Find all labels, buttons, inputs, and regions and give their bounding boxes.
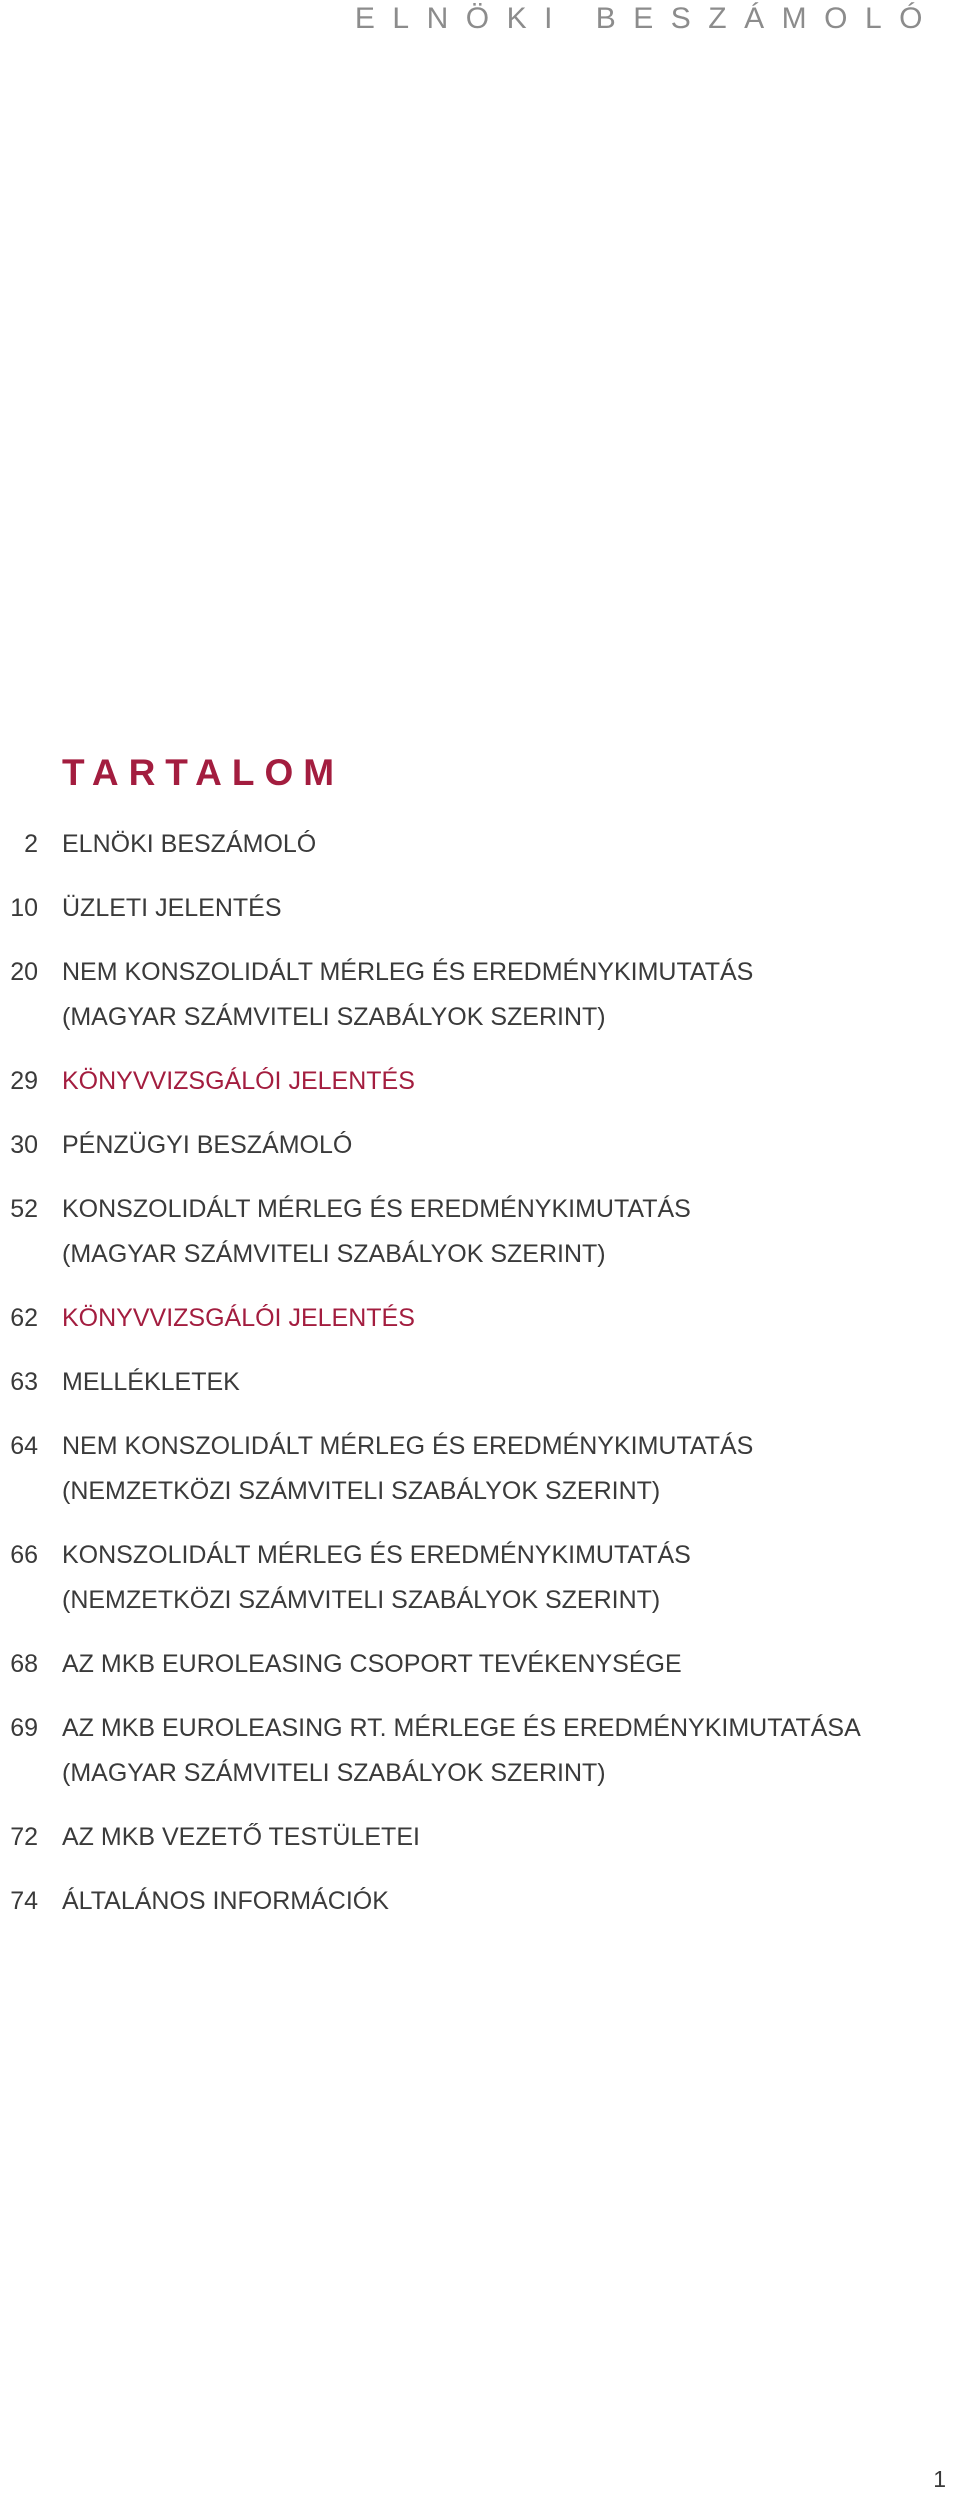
page-number: 1 bbox=[933, 2466, 946, 2492]
toc-entry-line: KONSZOLIDÁLT MÉRLEG ÉS EREDMÉNYKIMUTATÁS bbox=[62, 1541, 691, 1569]
running-header: ELNÖKI BESZÁMOLÓ bbox=[354, 2, 940, 35]
toc-entry-title bbox=[62, 886, 282, 931]
toc-title: TARTALOM bbox=[62, 752, 345, 793]
toc-page-number: 29 bbox=[10, 1067, 38, 1095]
toc-entry[interactable] bbox=[0, 1642, 960, 1687]
toc-entry[interactable] bbox=[0, 1879, 960, 1924]
toc-entry-line: AZ MKB VEZETŐ TESTÜLETEI bbox=[62, 1823, 420, 1851]
toc-entry-title bbox=[62, 822, 316, 867]
toc-entry-line: MELLÉKLETEK bbox=[62, 1368, 240, 1396]
toc-page-number: 72 bbox=[10, 1823, 38, 1851]
toc-entry-title bbox=[62, 1533, 691, 1623]
toc-entry-title bbox=[62, 1815, 420, 1860]
toc-page-number: 64 bbox=[10, 1432, 38, 1460]
toc-entry-title bbox=[62, 1706, 861, 1796]
toc-entry-line: ELNÖKI BESZÁMOLÓ bbox=[62, 830, 317, 858]
toc-entry[interactable] bbox=[0, 822, 960, 867]
toc-entry-line: (MAGYAR SZÁMVITELI SZABÁLYOK SZERINT) bbox=[62, 1759, 606, 1787]
toc-entry[interactable] bbox=[0, 1187, 960, 1277]
toc-entry-line: (MAGYAR SZÁMVITELI SZABÁLYOK SZERINT) bbox=[62, 1003, 606, 1031]
toc-entry-line: NEM KONSZOLIDÁLT MÉRLEG ÉS EREDMÉNYKIMUTATÁS bbox=[62, 1432, 754, 1460]
toc-entry[interactable] bbox=[0, 1296, 960, 1341]
toc-entry-title bbox=[62, 1296, 415, 1341]
toc-page-number: 63 bbox=[10, 1368, 38, 1396]
toc-page-number: 2 bbox=[24, 830, 38, 858]
toc-entry-line: (NEMZETKÖZI SZÁMVITELI SZABÁLYOK SZERINT) bbox=[62, 1586, 661, 1614]
toc-entry-title bbox=[62, 950, 753, 1040]
toc-page-number: 30 bbox=[10, 1131, 38, 1159]
toc-page-number: 68 bbox=[10, 1650, 38, 1678]
toc-entry[interactable] bbox=[0, 1424, 960, 1514]
toc-entry[interactable] bbox=[0, 886, 960, 931]
toc-page-number: 74 bbox=[10, 1887, 38, 1915]
toc-entry-line: KÖNYVVIZSGÁLÓI JELENTÉS bbox=[62, 1067, 415, 1095]
toc-entry-title bbox=[62, 1059, 415, 1104]
toc-entry[interactable] bbox=[0, 1815, 960, 1860]
toc-page-number: 52 bbox=[10, 1195, 38, 1223]
toc-entry-line: (NEMZETKÖZI SZÁMVITELI SZABÁLYOK SZERINT) bbox=[62, 1477, 661, 1505]
toc-entry[interactable] bbox=[0, 1123, 960, 1168]
toc-entry-line: PÉNZÜGYI BESZÁMOLÓ bbox=[62, 1131, 353, 1159]
toc-page-number: 20 bbox=[10, 958, 38, 986]
toc-page-number: 69 bbox=[10, 1714, 38, 1742]
toc-entry-title bbox=[62, 1187, 691, 1277]
toc-entry[interactable] bbox=[0, 950, 960, 1040]
toc-page-number: 62 bbox=[10, 1304, 38, 1332]
toc-entry-line: AZ MKB EUROLEASING RT. MÉRLEGE ÉS EREDMÉNYKIMUTATÁSA bbox=[62, 1714, 861, 1742]
toc-entry-line: ÁLTALÁNOS INFORMÁCIÓK bbox=[62, 1887, 389, 1915]
toc-entry-line: KONSZOLIDÁLT MÉRLEG ÉS EREDMÉNYKIMUTATÁS bbox=[62, 1195, 691, 1223]
toc-entry-line: (MAGYAR SZÁMVITELI SZABÁLYOK SZERINT) bbox=[62, 1240, 606, 1268]
toc-entry-title bbox=[62, 1642, 682, 1687]
toc-list bbox=[0, 822, 960, 1943]
toc-entry-title bbox=[62, 1123, 352, 1168]
toc-entry-title bbox=[62, 1424, 753, 1514]
toc-entry[interactable] bbox=[0, 1360, 960, 1405]
toc-entry-line: AZ MKB EUROLEASING CSOPORT TEVÉKENYSÉGE bbox=[62, 1650, 682, 1678]
toc-entry-line: KÖNYVVIZSGÁLÓI JELENTÉS bbox=[62, 1304, 415, 1332]
toc-entry[interactable] bbox=[0, 1706, 960, 1796]
toc-entry-title bbox=[62, 1360, 240, 1405]
toc-entry-line: ÜZLETI JELENTÉS bbox=[62, 894, 282, 922]
toc-entry[interactable] bbox=[0, 1533, 960, 1623]
toc-entry-line: NEM KONSZOLIDÁLT MÉRLEG ÉS EREDMÉNYKIMUTATÁS bbox=[62, 958, 754, 986]
toc-entry-title bbox=[62, 1879, 389, 1924]
toc-page-number: 10 bbox=[10, 894, 38, 922]
toc-page-number: 66 bbox=[10, 1541, 38, 1569]
toc-entry[interactable] bbox=[0, 1059, 960, 1104]
